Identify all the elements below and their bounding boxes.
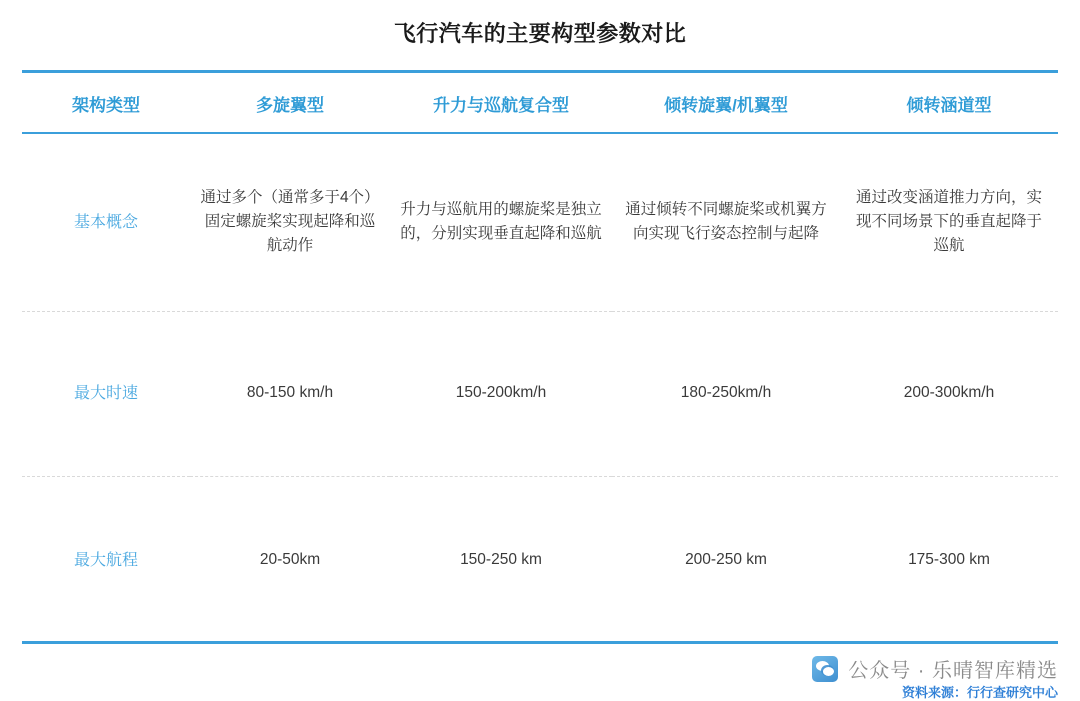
column-header-architecture-type: 架构类型	[72, 96, 140, 115]
cell-max-range-tiltduct: 175-300 km	[908, 551, 990, 568]
comparison-table	[22, 70, 1058, 644]
brand-block	[812, 654, 1058, 683]
cell-max-range-multirotor: 20-50km	[259, 551, 321, 568]
cell-max-speed-lift-cruise: 150-200km/h	[455, 384, 547, 402]
cell-basic-concept-multirotor: 通过多个（通常多于4个）固定螺旋桨实现起降和巡航动作	[200, 188, 380, 255]
cell-max-speed-multirotor: 80-150 km/h	[246, 384, 334, 402]
table-row	[22, 133, 1058, 311]
row-label-max-speed: 最大时速	[73, 384, 138, 402]
row-label-max-range: 最大航程	[73, 551, 138, 569]
row-label-basic-concept: 基本概念	[73, 213, 138, 231]
column-header-tiltrotor: 倾转旋翼/机翼型	[664, 96, 788, 115]
cell-basic-concept-tiltduct: 通过改变涵道推力方向，实现不同场景下的垂直起降于巡航	[855, 188, 1042, 255]
column-header-multirotor: 多旋翼型	[256, 96, 324, 115]
table-row	[22, 311, 1058, 476]
page-title: 飞行汽车的主要构型参数对比	[393, 21, 687, 46]
footer	[0, 646, 1080, 700]
column-header-lift-cruise: 升力与巡航复合型	[433, 96, 569, 115]
comparison-table-container	[22, 48, 1058, 644]
wechat-icon	[812, 656, 838, 682]
cell-basic-concept-lift-cruise: 升力与巡航用的螺旋桨是独立的，分别实现垂直起降和巡航	[400, 200, 602, 243]
cell-max-range-lift-cruise: 150-250 km	[460, 551, 542, 568]
cell-max-speed-tiltrotor: 180-250km/h	[680, 384, 772, 402]
brand-label: 公众号 · 乐晴智库精选	[848, 660, 1058, 682]
table-header	[22, 72, 1058, 134]
column-header-tiltduct: 倾转涵道型	[906, 96, 992, 115]
table-row	[22, 476, 1058, 644]
source-note: 资料来源：行行查研究中心	[901, 685, 1058, 700]
table-body	[22, 133, 1058, 644]
cell-basic-concept-tiltrotor: 通过倾转不同螺旋桨或机翼方向实现飞行姿态控制与起降	[625, 200, 827, 243]
bottom-divider	[22, 641, 1058, 644]
table-header-row	[22, 72, 1058, 134]
cell-max-speed-tiltduct: 200-300km/h	[903, 384, 995, 402]
cell-max-range-tiltrotor: 200-250 km	[685, 551, 767, 568]
